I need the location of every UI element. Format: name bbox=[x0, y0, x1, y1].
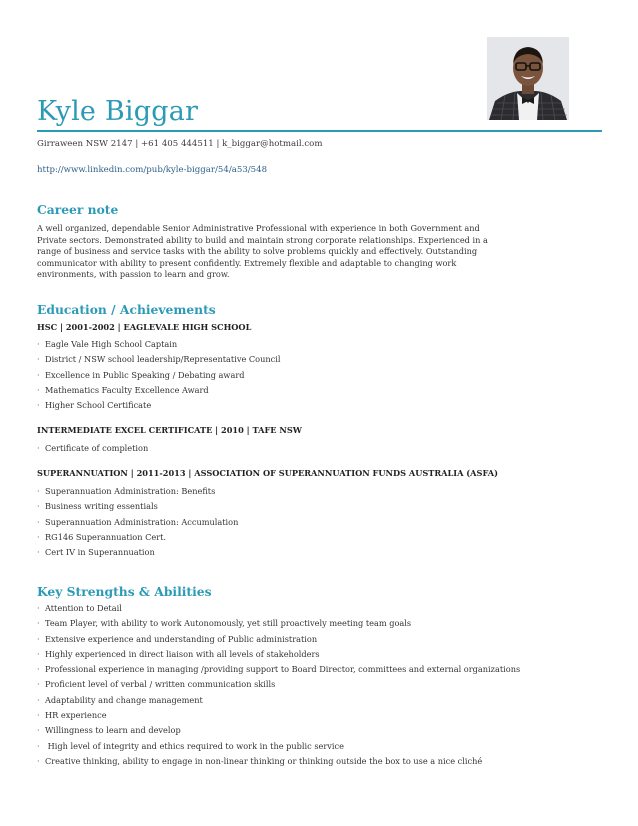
list-item: · Professional experience in managing /providing support to Board Director, committees and external organizations bbox=[37, 664, 521, 675]
list-item: · Proficient level of verbal / written communication skills bbox=[37, 679, 276, 690]
list-item: · Superannuation Administration: Benefits bbox=[37, 486, 216, 496]
list-item: · Excellence in Public Speaking / Debating award bbox=[37, 369, 245, 380]
list-item: · RG146 Superannuation Cert. bbox=[37, 531, 167, 542]
list-item: · Cert IV in Superannuation bbox=[37, 547, 155, 558]
list-item: · Attention to Detail bbox=[37, 603, 122, 613]
education-heading: Education / Achievements bbox=[37, 302, 216, 317]
strengths-heading: Key Strengths & Abilities bbox=[37, 584, 212, 599]
header-divider bbox=[37, 130, 602, 132]
education-group-list bbox=[37, 441, 148, 456]
list-item: · District / NSW school leadership/Representative Council bbox=[37, 354, 281, 365]
list-item: · Eagle Vale High School Captain bbox=[37, 339, 178, 349]
profile-photo bbox=[487, 37, 569, 120]
list-item: · Creative thinking, ability to engage in non-linear thinking or thinking outside the box to use a nice cliché bbox=[37, 755, 483, 766]
list-item: · Certificate of completion bbox=[37, 443, 149, 453]
linkedin-link[interactable]: http://www.linkedin.com/pub/kyle-biggar/54/a53/548 bbox=[37, 165, 268, 175]
strengths-list bbox=[37, 601, 520, 769]
list-item: · Extensive experience and understanding of Public administration bbox=[37, 633, 318, 644]
education-group-title: INTERMEDIATE EXCEL CERTIFICATE | 2010 | TAFE NSW bbox=[37, 425, 302, 435]
list-item: · Willingness to learn and develop bbox=[37, 725, 181, 736]
list-item: · High level of integrity and ethics required to work in the public service bbox=[37, 740, 344, 751]
education-group-list bbox=[37, 484, 238, 560]
list-item: · HR experience bbox=[37, 710, 107, 721]
contact-line: Girraween NSW 2147 | +61 405 444511 | k_biggar@hotmail.com bbox=[37, 139, 323, 149]
list-item: · Mathematics Faculty Excellence Award bbox=[37, 384, 209, 395]
career-note-heading: Career note bbox=[37, 202, 119, 217]
list-item: · Team Player, with ability to work Autonomously, yet still proactively meeting team goals bbox=[37, 618, 412, 629]
education-group-title: SUPERANNUATION | 2011-2013 | ASSOCIATION OF SUPERANNUATION FUNDS AUSTRALIA (ASFA) bbox=[37, 468, 498, 478]
candidate-name: Kyle Biggar bbox=[37, 96, 199, 127]
list-item: · Higher School Certificate bbox=[37, 400, 152, 411]
education-group-title: HSC | 2001-2002 | EAGLEVALE HIGH SCHOOL bbox=[37, 322, 252, 332]
list-item: · Business writing essentials bbox=[37, 501, 158, 512]
list-item: · Highly experienced in direct liaison with all levels of stakeholders bbox=[37, 648, 320, 659]
list-item: · Superannuation Administration: Accumulation bbox=[37, 516, 239, 527]
career-note-text: A well organized, dependable Senior Administrative Professional with experience in both Government and Private sectors. Demonstrated ability to build and maintain strong corporate relationships. Experienced in a range of business and service tasks with the ability to solve problems quickly and effectively. Outstanding communicator with ability to present confidently. Extremely flexible and adaptable to changing work environments, with passion to learn and grow. bbox=[37, 223, 488, 280]
profile-photo-graphic bbox=[487, 37, 569, 120]
list-item: · Adaptability and change management bbox=[37, 694, 203, 705]
education-group-list bbox=[37, 337, 280, 413]
